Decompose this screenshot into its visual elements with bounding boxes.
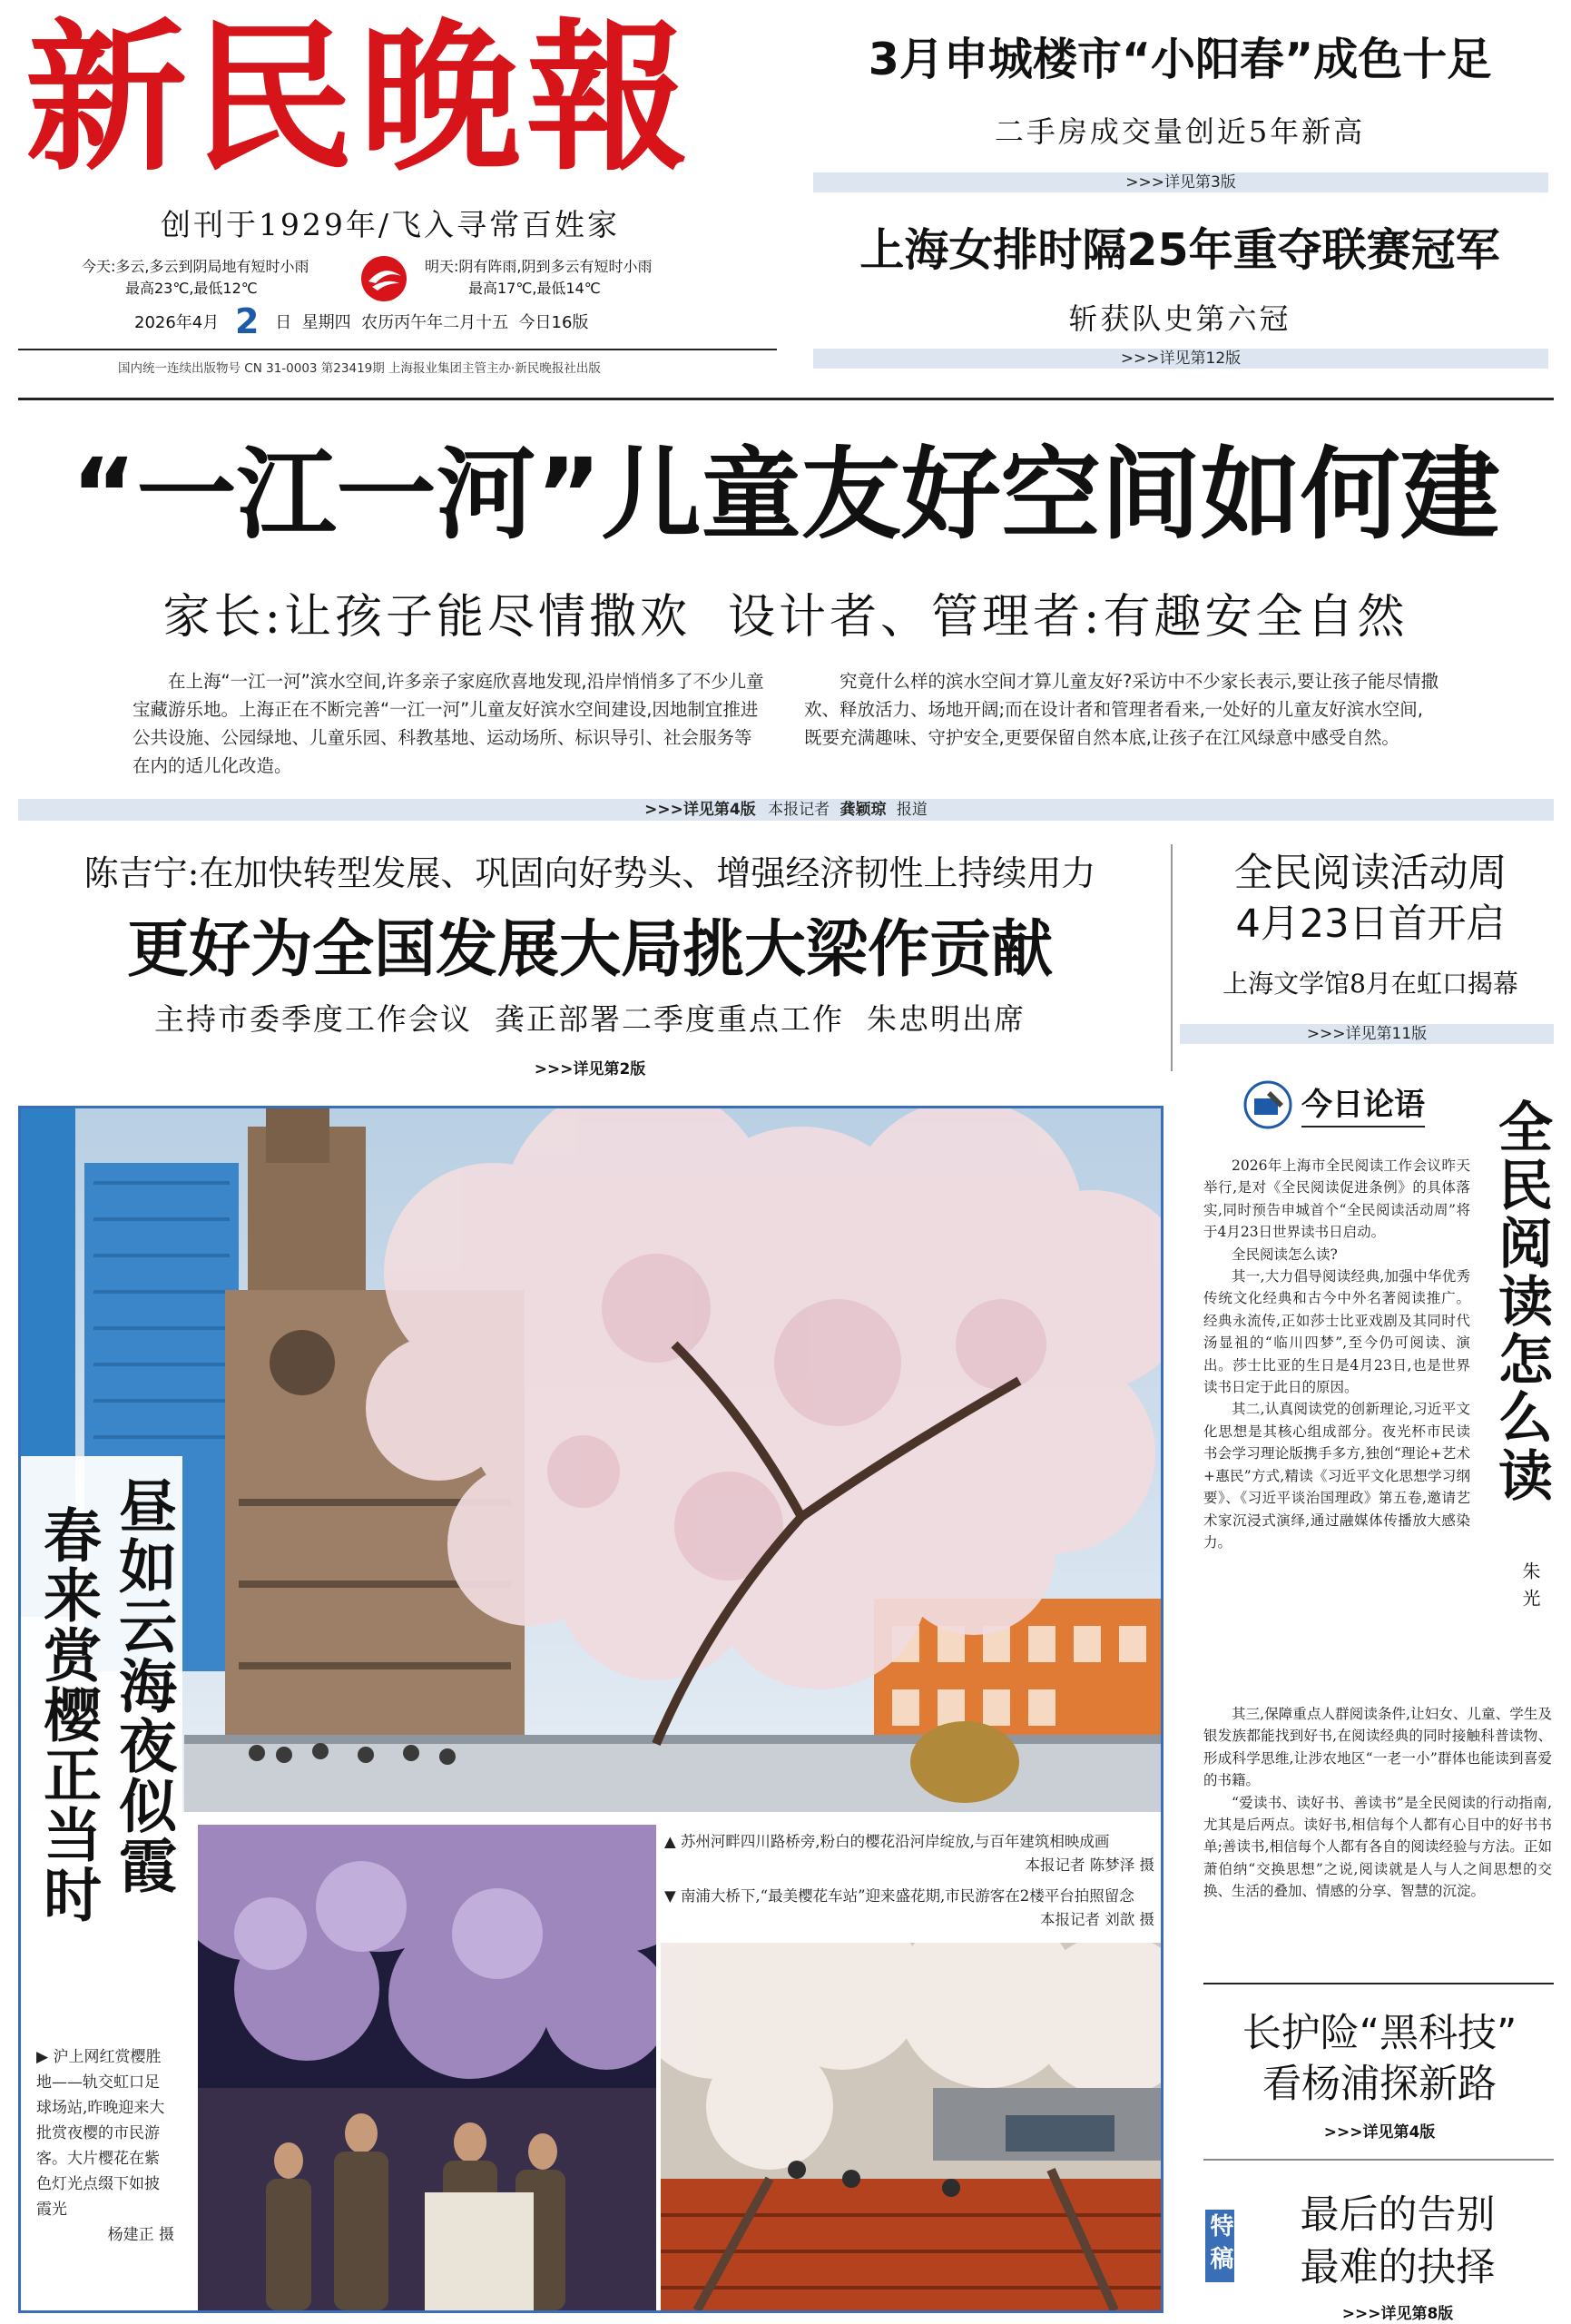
commentary-label: 今日论语 [1301,1084,1425,1128]
caption-mid-credit: 本报记者 刘歆 摄 [1040,1911,1154,1928]
commentary-label-box [1243,1080,1461,1129]
top-sub-volleyball: 斩获队史第六冠 [1068,301,1291,336]
caption-left-text: ▶ 沪上网红赏樱胜地——轨交虹口足球场站,昨晚迎来大批赏夜樱的市民游客。大片樱花在紫色灯光点缀下如披霞光 [36,2048,165,2219]
commentary-body [1203,1155,1470,1553]
top-link-housing[interactable]: >>>详见第3版 [813,172,1548,192]
masthead-slogan: 创刊于1929年/飞入寻常百姓家 [160,207,621,242]
commentary-para-4: 其二,认真阅读党的创新理论,习近平文化思想是其核心组成部分。夜光杯市民读书会学习理论版携手多方,独创“理论+艺术+惠民”方式,精读《习近平文化思想学习纲要》、《习近平谈治国理政》第五卷,邀请艺术家沉浸式演绎,通过融媒体传播放大感染力。 [1203,1401,1470,1551]
caption-top-credit: 本报记者 陈梦泽 摄 [1025,1856,1154,1874]
lead-byline-name: 龚颖琼 [840,801,887,819]
second-link[interactable]: >>>详见第2版 [534,1060,646,1078]
reading-week-sub: 上海文学馆8月在虹口揭幕 [1222,969,1518,999]
top-headline-housing[interactable]: 3月申城楼市“小阳春”成色十足 [868,34,1492,85]
lead-link[interactable]: >>>详见第4版 [644,801,756,819]
weather-today-temp: 最高23℃,最低12℃ [125,280,258,297]
promo-rule [1203,2159,1554,2161]
lead-headline[interactable]: “一江一河”儿童友好空间如何建 [71,437,1500,553]
lead-byline-suffix: 报道 [896,801,928,819]
promo2-line1[interactable]: 最后的告别 [1300,2192,1496,2238]
top-sub-housing: 二手房成交量创近5年新高 [994,114,1366,149]
lead-para-left: 在上海“一江一河”滨水空间,许多亲子家庭欣喜地发现,沿岸悄悄多了不少儿童宝藏游乐地。上海正在不断完善“一江一河”儿童友好滨水空间建设,因地制宜推进公共设施、公园绿地、儿童乐园、科教基地、运动场所、标识导引、社会服务等在内的适儿化改造。 [133,671,764,776]
station-cherry-photo [661,1943,1161,2310]
night-cherry-photo [198,1825,656,2310]
lead-byline-prefix: 本报记者 [768,801,830,819]
masthead-title: 新民晚報 [25,3,693,192]
weather-tomorrow [425,256,697,300]
masthead-rule [18,349,777,350]
promo1-line1[interactable]: 长护险“黑科技” [1242,2011,1517,2056]
second-headline[interactable]: 更好为全国发展大局挑大梁作贡献 [126,914,1053,986]
issue-date [134,303,715,341]
reading-week-link[interactable]: >>>详见第11版 [1180,1024,1554,1044]
promo2-link[interactable]: >>>详见第8版 [1341,2305,1454,2323]
publication-info: 国内统一连续出版物号 CN 31-0003 第23419期 上海报业集团主管主办·新民晚报社出版 [118,361,601,376]
second-column-divider [1171,844,1173,1071]
date-day: 2 [235,301,260,341]
second-subhead: 主持市委季度工作会议 龚正部署二季度重点工作 朱忠明出席 [154,1001,1026,1037]
photo-title-col1: 昼如云海夜似霞 [109,1476,177,1896]
commentary-body-wide [1203,1703,1552,1903]
caption-left-credit: 杨建正 摄 [107,2226,174,2244]
pen-book-icon [1243,1080,1292,1129]
header-rule [18,398,1554,400]
second-kicker: 陈吉宁:在加快转型发展、巩固向好势头、增强经济韧性上持续用力 [83,853,1096,893]
date-suffix: 日 星期四 农历丙午年二月十五 今日16版 [275,313,589,332]
commentary-author: 朱光 [1519,1561,1541,1616]
caption-top [664,1830,1154,1877]
commentary-para-2: 全民阅读怎么读? [1232,1246,1338,1263]
top-headline-volleyball[interactable]: 上海女排时隔25年重夺联赛冠军 [859,224,1500,276]
reading-week-title2[interactable]: 4月23日首开启 [1235,901,1506,947]
commentary-rule [1203,1983,1554,1984]
promo2-line2[interactable]: 最难的抉择 [1300,2245,1496,2290]
weather-today-text: 今天:多云,多云到阴局地有短时小雨 [82,258,309,275]
commentary-para-6: “爱读书、读好书、善读书”是全民阅读的行动指南,尤其是后两点。读好书,相信每个人都有心目中的好书书单;善读书,相信每个人都有各自的阅读经验与方法。正如萧伯纳“交换思想”之说,阅读就是人与人之间思想的交换、生活的叠加、情感的分享、智慧的沉淀。 [1203,1794,1552,1900]
promo2-tag: 特稿 [1205,2210,1234,2282]
caption-mid [664,1885,1154,1932]
promo1-line2[interactable]: 看杨浦探新路 [1262,2062,1497,2107]
caption-mid-text: ▼ 南浦大桥下,“最美樱花车站”迎来盛花期,市民游客在2楼平台拍照留念 [664,1887,1134,1905]
caption-left [36,2044,174,2248]
lead-subhead: 家长:让孩子能尽情撒欢 设计者、管理者:有趣安全自然 [162,590,1409,645]
xinmin-logo-icon [359,254,408,303]
weather-today [82,256,363,300]
commentary-para-1: 2026年上海市全民阅读工作会议昨天举行,是对《全民阅读促进条例》的具体落实,同时预告申城首个“全民阅读活动周”将于4月23日世界读书日启动。 [1203,1157,1470,1241]
cherry-blossom-bridge-photo [21,1108,1161,1812]
top-link-volleyball[interactable]: >>>详见第12版 [813,349,1548,369]
caption-top-text: ▲ 苏州河畔四川路桥旁,粉白的樱花沿河岸绽放,与百年建筑相映成画 [664,1833,1110,1850]
lead-link-bar[interactable] [18,799,1554,821]
reading-week-title1[interactable]: 全民阅读活动周 [1233,851,1507,896]
date-prefix: 2026年4月 [134,313,220,332]
photo-title-col2: 春来赏樱正当时 [34,1505,102,1925]
weather-tomorrow-text: 明天:阴有阵雨,阴到多云有短时小雨 [425,258,653,275]
commentary-para-5: 其三,保障重点人群阅读条件,让妇女、儿童、学生及银发族都能找到好书,在阅读经典的同时接触科普读物、形成科学思维,让涉农地区“一老一小”群体也能读到喜爱的书籍。 [1203,1706,1552,1789]
weather-tomorrow-temp: 最高17℃,最低14℃ [468,280,601,297]
commentary-title[interactable]: 全民阅读怎么读 [1489,1098,1553,1505]
commentary-para-3: 其一,大力倡导阅读经典,加强中华优秀传统文化经典和古今中外名著阅读推广。经典永流传,正如莎士比亚戏剧及其同时代汤显祖的“临川四梦”,至今仍可阅读、演出。莎士比亚的生日是4月23日,也是世界读书日定于此日的原因。 [1203,1268,1470,1396]
promo1-link[interactable]: >>>详见第4版 [1323,2123,1436,2142]
lead-para-right: 究竟什么样的滨水空间才算儿童友好?采访中不少家长表示,要让孩子能尽情撒欢、释放活力、场地开阔;而在设计者和管理者看来,一处好的儿童友好滨水空间,既要充满趣味、守护安全,更要保留自然本底,让孩子在江风绿意中感受自然。 [804,671,1439,748]
